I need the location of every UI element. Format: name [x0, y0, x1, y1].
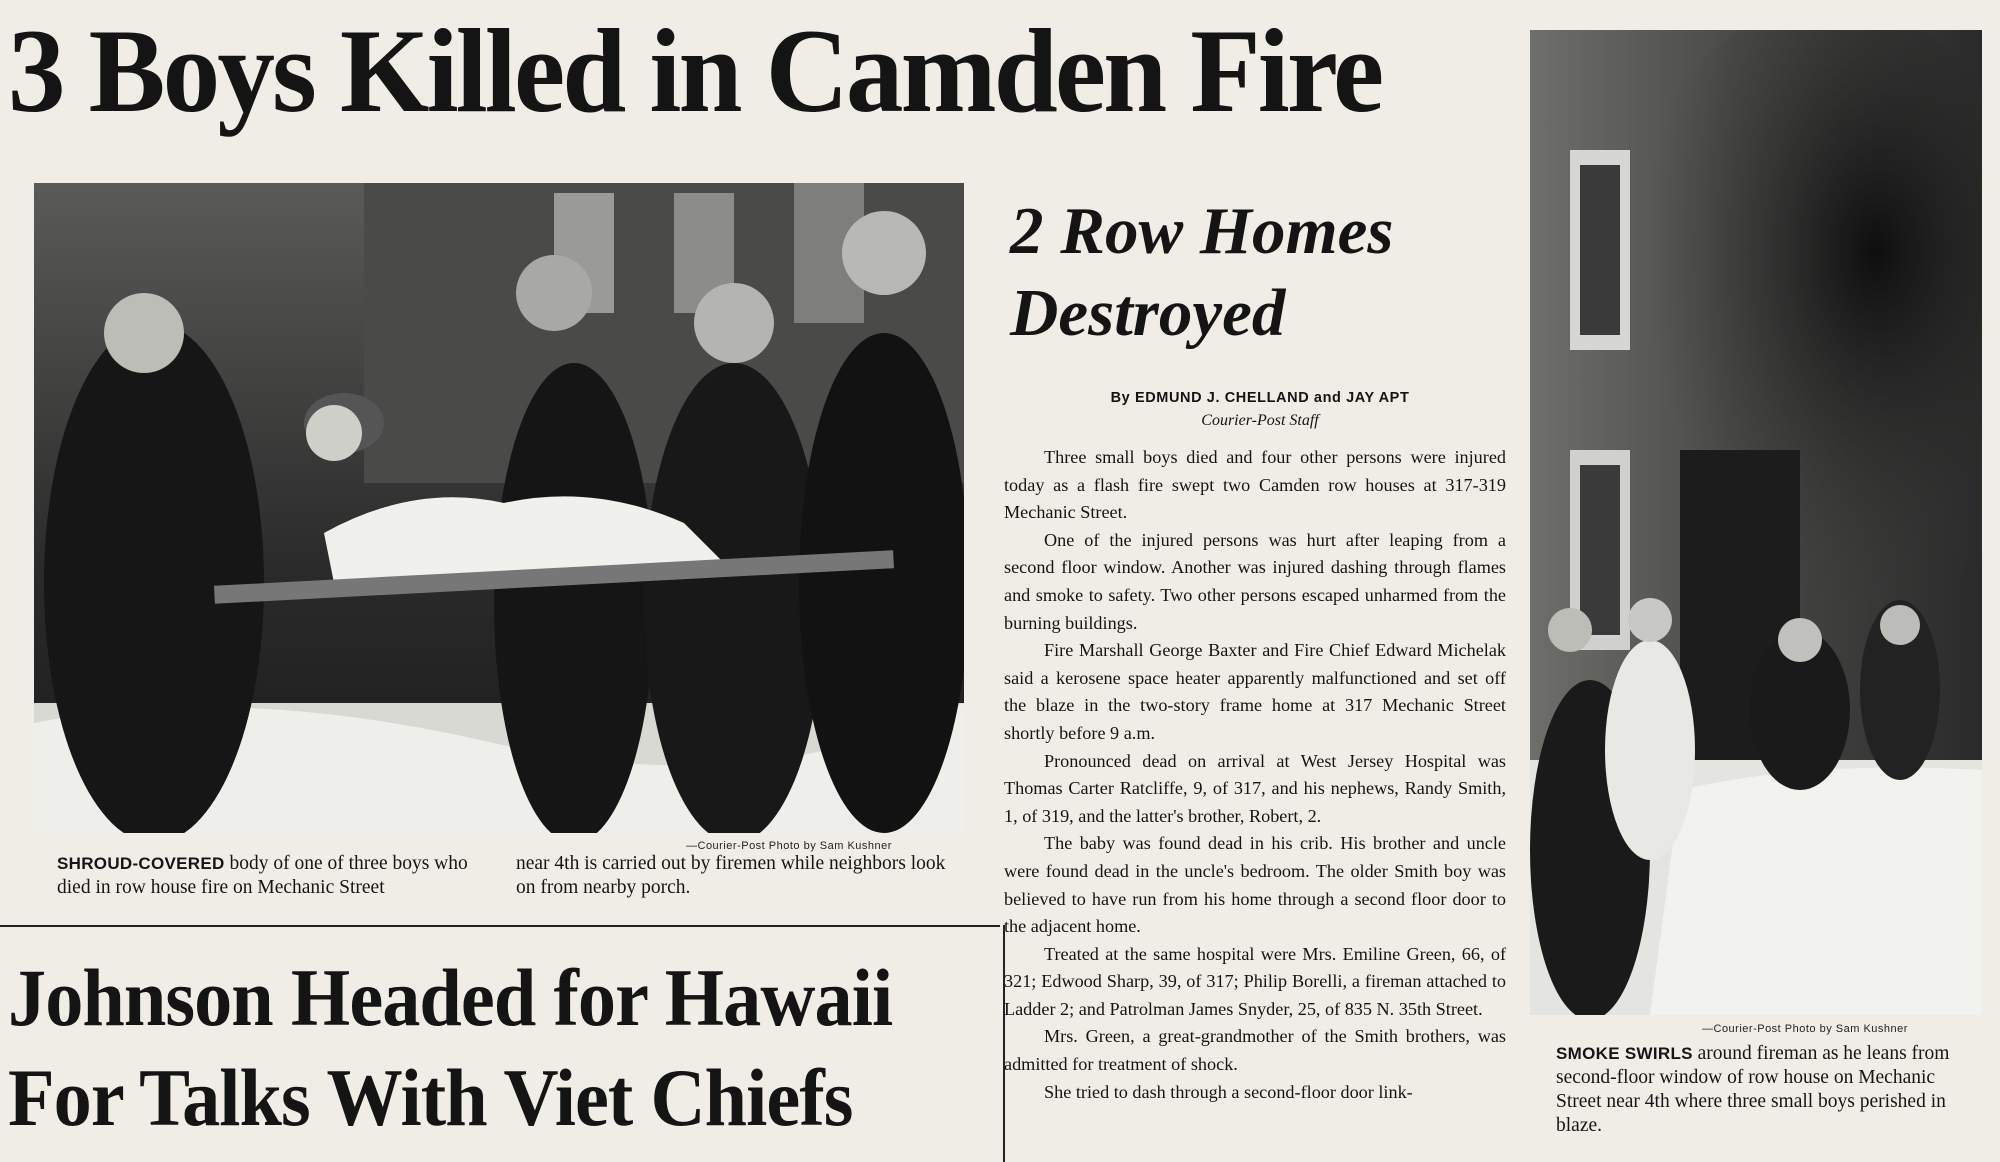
right-photo-caption — [1556, 1042, 1976, 1138]
column-rule-vertical — [1003, 925, 1005, 1162]
article-paragraph: The baby was found dead in his crib. His brother and uncle were found dead in the uncle's bedroom. The older Smith boy was believed to have run from his home through a second floor door to the adjacent home. — [1004, 833, 1506, 937]
staff-credit: Courier-Post Staff — [1201, 412, 1319, 429]
right-caption-text: around fireman as he leans from second-floor window of row house on Mechanic Street near 4th where three small boys perished in blaze. — [1556, 1043, 1950, 1136]
article-paragraph: She tried to dash through a second-floor door link- — [1044, 1081, 1413, 1102]
main-headline: 3 Boys Killed in Camden Fire — [8, 4, 1382, 137]
article-paragraph: Treated at the same hospital were Mrs. Emiline Green, 66, of 321; Edwood Sharp, 39, of 317; Philip Borelli, a fireman attached to Ladder 2; and Patrolman James Snyder, 25, of 835 N. 35th Street. — [1004, 943, 1506, 1019]
left-caption-lead: SHROUD-COVERED — [57, 854, 225, 873]
second-headline — [8, 948, 931, 1148]
fire-victim-photo — [34, 183, 964, 833]
article-paragraph: One of the injured persons was hurt after leaping from a second floor window. Another was injured dashing through flames and smoke to safety. Two other persons escaped unharmed from the burning buildings. — [1004, 529, 1506, 633]
left-photo-caption-continued: near 4th is carried out by firemen while neighbors look on from nearby porch. — [516, 853, 946, 898]
left-photo-credit: —Courier-Post Photo by Sam Kushner — [686, 840, 892, 852]
left-photo-caption — [57, 852, 477, 900]
firemen-carrying-stretcher-image — [34, 183, 964, 833]
article-body — [1004, 444, 1506, 1106]
article-paragraph: Pronounced dead on arrival at West Jersey Hospital was Thomas Carter Ratcliffe, 9, of 317, and his nephews, Randy Smith, 1, of 319, and the latter's brother, Robert, 2. — [1004, 750, 1506, 826]
subheadline — [1010, 190, 1530, 354]
fireman-at-window-image — [1530, 30, 1982, 1015]
second-headline-line-2: For Talks With Viet Chiefs — [8, 1052, 853, 1143]
right-caption-lead: SMOKE SWIRLS — [1556, 1044, 1693, 1063]
article-paragraph: Three small boys died and four other persons were injured today as a flash fire swept two Camden row houses at 317-319 Mechanic Street. — [1004, 447, 1506, 523]
smoke-swirls-photo — [1530, 30, 1982, 1015]
subhead-line-2: Destroyed — [1010, 276, 1286, 350]
left-caption-col1: body of one of three boys who died in row house fire on Mechanic Street — [57, 853, 468, 898]
subhead-line-1: 2 Row Homes — [1010, 194, 1394, 268]
right-photo-credit: —Courier-Post Photo by Sam Kushner — [1702, 1023, 1908, 1035]
article-paragraph: Mrs. Green, a great-grandmother of the Smith brothers, was admitted for treatment of shock. — [1004, 1026, 1506, 1075]
second-headline-line-1: Johnson Headed for Hawaii — [8, 952, 893, 1043]
article-paragraph: Fire Marshall George Baxter and Fire Chief Edward Michelak said a kerosene space heater apparently malfunctioned and set off the blaze in the two-story frame home at 317 Mechanic Street shortly before 9 a.m. — [1004, 640, 1506, 743]
column-rule-horizontal — [0, 925, 1000, 927]
byline: By EDMUND J. CHELLAND and JAY APT — [1110, 390, 1410, 406]
